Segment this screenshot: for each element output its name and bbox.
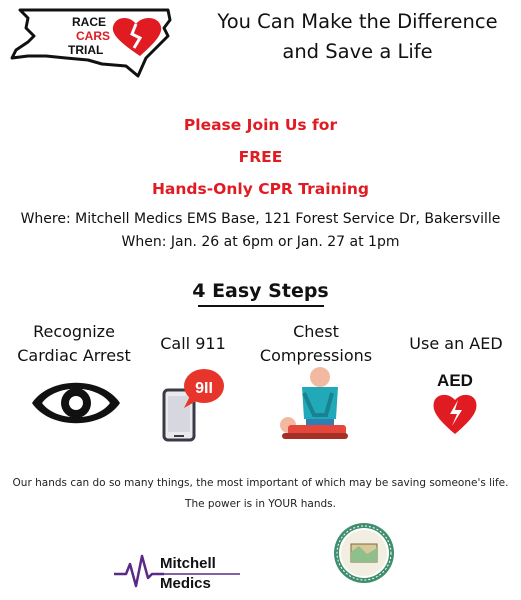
mitchell-logo-line2: Medics — [160, 575, 211, 590]
footer-tagline: The power is in YOUR hands. — [185, 498, 336, 510]
invite-line: Please Join Us for — [183, 116, 338, 134]
step-recognize-line1: Recognize — [33, 322, 115, 341]
step-compressions-line2: Compressions — [259, 346, 373, 365]
logo-line1: RACE — [72, 15, 107, 29]
footer-message: Our hands can do so many things, the most important of which may be saving someone's life. — [12, 477, 509, 489]
step-compressions-label — [248, 320, 384, 368]
phone-911-badge: 9II — [195, 380, 213, 397]
step-aed-line1: Use an AED — [409, 334, 503, 353]
phone-911-icon — [160, 366, 226, 442]
headline-line-1: You Can Make the Difference — [217, 10, 498, 33]
step-call-label — [150, 332, 236, 356]
training-line: Hands-Only CPR Training — [151, 180, 370, 198]
step-aed-label — [398, 332, 514, 356]
event-time: When: Jan. 26 at 6pm or Jan. 27 at 1pm — [121, 234, 400, 250]
aed-badge-text: AED — [437, 371, 473, 390]
aed-icon — [430, 370, 480, 436]
eye-icon — [28, 372, 124, 434]
step-recognize-label — [8, 320, 140, 368]
logo-line2: CARS — [76, 29, 111, 43]
mitchell-medics-logo — [112, 552, 252, 590]
step-call-line1: Call 911 — [160, 334, 226, 353]
cpr-icon — [278, 365, 352, 441]
mitchell-logo-line1: Mitchell — [160, 555, 216, 572]
free-line: FREE — [238, 148, 283, 166]
county-seal — [333, 522, 395, 584]
steps-title: 4 Easy Steps — [192, 280, 329, 302]
step-compressions-line1: Chest — [293, 322, 339, 341]
event-location: Where: Mitchell Medics EMS Base, 121 Forest Service Dr, Bakersville — [20, 211, 501, 227]
headline-line-2: and Save a Life — [282, 40, 433, 63]
step-recognize-line2: Cardiac Arrest — [17, 346, 131, 365]
steps-title-underline — [198, 305, 324, 307]
race-cars-trial-logo — [6, 6, 176, 78]
logo-line3: TRIAL — [68, 43, 104, 57]
